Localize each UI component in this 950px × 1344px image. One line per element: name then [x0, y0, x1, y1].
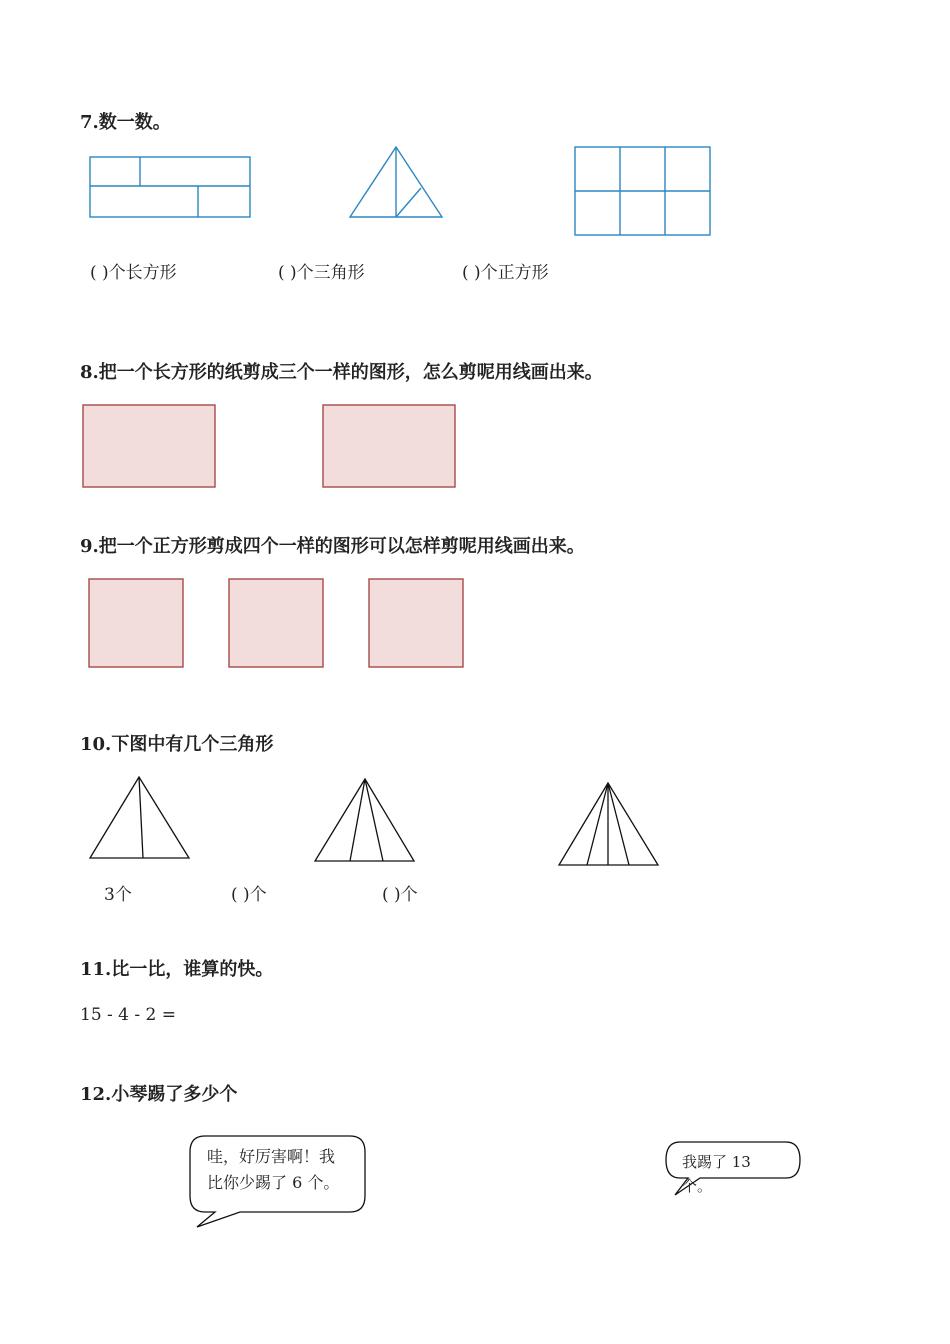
bubble-left-line-1: 哇，好厉害啊！我 — [207, 1147, 336, 1166]
triangle-count-1: 3个 — [104, 885, 132, 905]
question-7-title: 7.数一数。 — [80, 112, 171, 133]
bubble-left-line-2: 比你少踢了 6 个。 — [207, 1173, 340, 1192]
question-8-title: 8.把一个长方形的纸剪成三个一样的图形，怎么剪呢用线画出来。 — [80, 362, 603, 383]
question-12-title: 12.小琴踢了多少个 — [80, 1084, 238, 1105]
bubble-right-text — [682, 1150, 751, 1198]
question-11-title: 11.比一比，谁算的快。 — [80, 959, 274, 980]
answer-blank-triangles[interactable]: ( )个三角形 — [278, 263, 365, 283]
triangle-count-2-blank[interactable]: ( )个 — [231, 885, 267, 905]
triangle-count-3-blank[interactable]: ( )个 — [382, 885, 418, 905]
bubble-left-text — [207, 1144, 339, 1196]
arithmetic-expression[interactable]: 15 - 4 - 2 = — [80, 1005, 177, 1025]
question-10-title: 10.下图中有几个三角形 — [80, 734, 274, 755]
answer-blank-squares[interactable]: ( )个正方形 — [462, 263, 549, 283]
bubble-right-line-1: 我踢了 13 — [682, 1153, 751, 1171]
question-9-title: 9.把一个正方形剪成四个一样的图形可以怎样剪呢用线画出来。 — [80, 536, 585, 557]
bubble-right-line-2: 个。 — [682, 1177, 713, 1195]
answer-blank-rectangles[interactable]: ( )个长方形 — [90, 263, 177, 283]
